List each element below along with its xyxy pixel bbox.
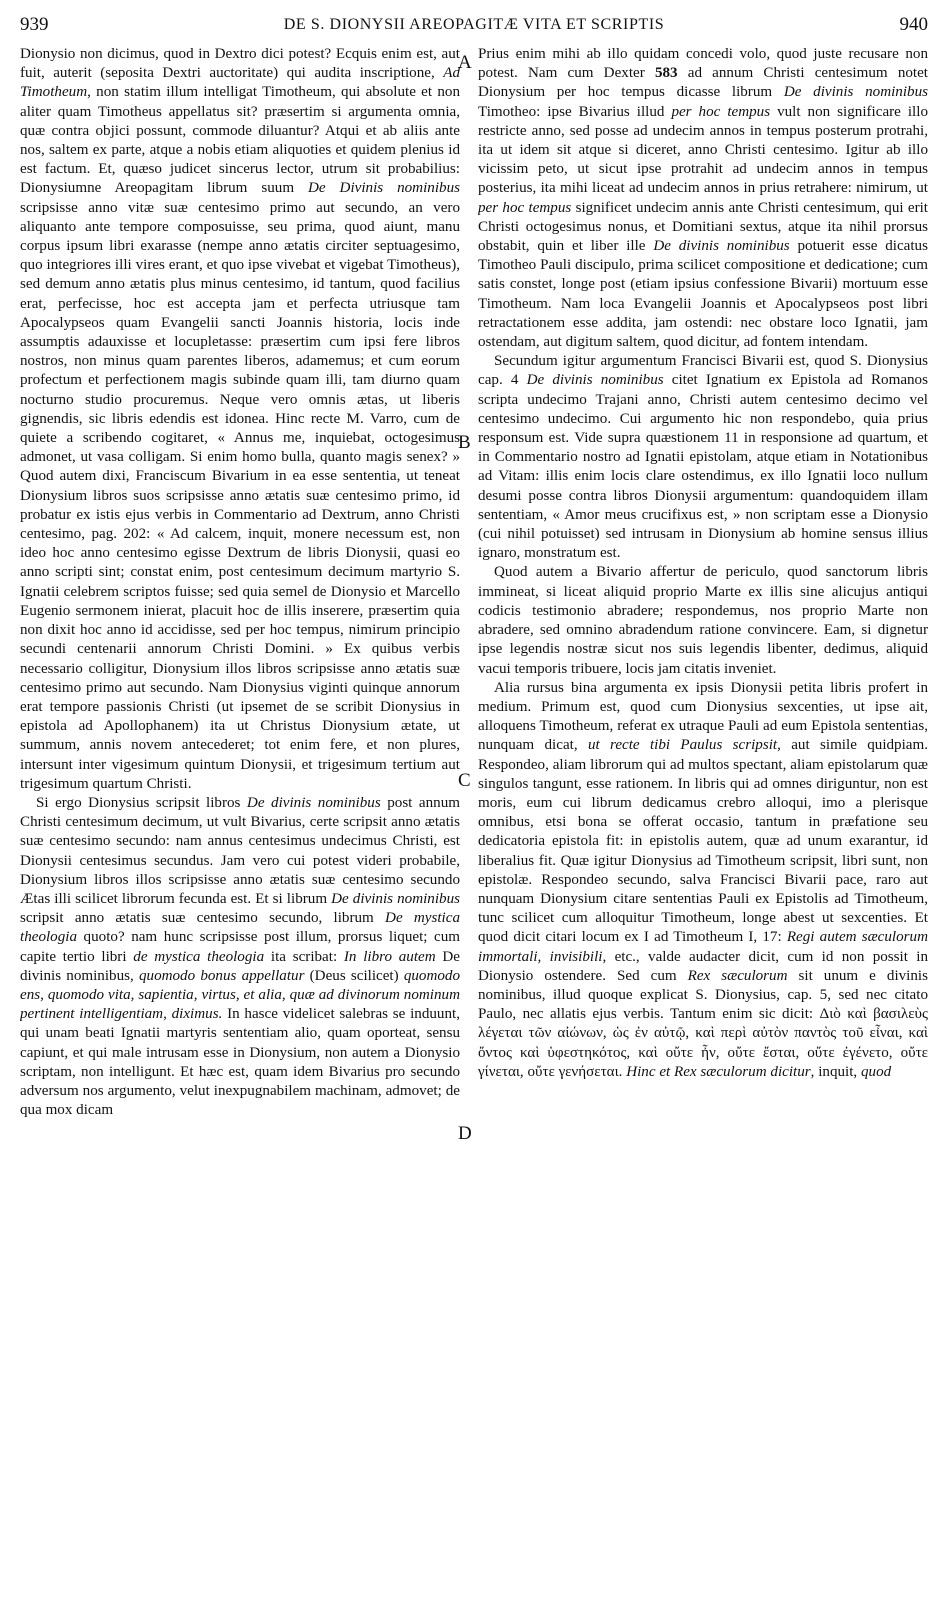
paragraph: Prius enim mihi ab illo quidam concedi volo, quod juste recusare non potest. Nam cum Dexter 583 ad annum Christi centesimum notet Dionysium per hoc tempus dicasse librum De divinis nominibus Timotheo: ipse Bivarius illud per hoc tempus vult non significare illo restricte anno, sed posse ad undecim annos in tempus posterum protrahi, ita ut idem sit atque si diceret, anno Christi centesimo. Igitur ab illo vicissim peto, ut sicut ipse protrahit ad undecim annos in tempus posterius, ita mihi liceat ad undecim annos in prius retrahere: nimirum, ut per hoc tempus significet undecim annis ante Christi centesimum, qui erit Christi octogesimus nonus, et Domitiani sextus, atque ita nihil prorsus obstabit, quin et liber ille De divinis nominibus potuerit esse dicatus Timotheo Pauli discipulo, prima scilicet compositione et dedicatione; cum satis constet, longe post (etiam ipsius confessione Bivarii) mortuum esse Timotheum. Nam loca Evangelii Joannis et Apocalypseos post libri retractationem esse addita, jam ostendi: nec obstare loco Ignatii, jam ostendam, aut digitum saltem, quod dicitur, ad fontem intendam. (478, 46, 928, 351)
left-column (20, 45, 460, 1585)
paragraph: Dionysio non dicimus, quod in Dextro dici potest? Ecquis enim est, aut fuit, auterit (seposita Dextri auctoritate) qui audita inscriptione, Ad Timotheum, non statim illum intelligat Timotheum, qui absolute et non aliter quam Timotheus appellatus sit? præsertim si argumenta omnia, quæ contra objici possunt, commode diluantur? Atqui et ab aliis ante nos, saltem ex parte, atque a nobis etiam aliquoties et quidem plenius id est factum. Et, quæso judicet sincerus lector, utrum sit probabilius: Dionysiumne Areopagitam librum suum De Divinis nominibus scripsisse anno vitæ suæ centesimo primo aut secundo, an vero aliquanto ante tempore composuisse, seu prima, quod aiunt, manu corpus ipsum libri exarasse (nempe anno ætatis circiter septuagesimo, quo integriores illi vires erant, et quo ipse vivebat et vigebat Timotheus), sed demum anno ætatis plus minus centesimo, id tantum, quod facilius erat, perfecisse, hoc est accepta jam et perfecta utriusque tam Apocalypseos quam Evangelii sancti Joannis historia, locis inde assumptis adauxisse et locupletasse: præsertim cum ipsi fere libros nostros, non minus quam parentes liberos, adamemus; et cum eorum profectum et perfectionem magis subinde quam illi, tam diurno quam nocturno studio procuremus. Neque vero omnis ætas, ut liberis gignendis, sic libris edendis est idonea. Hinc recte M. Varro, cum de quiete a scribendo cogitaret, « Annus me, inquiebat, octogesimus admonet, ut vasa colligam. Si enim homo bulla, quanto magis senex? » Quod autem dixi, Franciscum Bivarium in ea esse sententia, ut teneat Dionysium libros suos scripsisse anno ætatis suæ centesimo primo, id probatur ex istis ejus verbis in Commentario ad Dextrum, anno Christi centesimo, pag. 202: « Ad calcem, inquit, monere necessum est, non ideo hoc anno centesimo egisse Dextrum de libris Dionysii, quasi eo anno scripti sint; constat enim, post centesimum decimum martyrio S. Ignatii celebrem scriptos fuisse; sed quia semel de Dionysio et Marcello Eugenio sermonem inierat, placuit hoc de illis inserere, præsertim quia non dixit hoc anno id accidisse, sed per hoc tempus, nimirum principio secundi centenarii annorum Christi Domini. » Ex quibus verbis necessario colligitur, Dionysium illos libros scripsisse anno ætatis suæ centesimo primo aut secundo. Nam Dionysius viginti quinque annorum erat tempore passionis Christi (ut ipsemet de se scribit Dionysius in epistola ad Apollophanem) ita ut Christus Dionysium ætate, ut summum, annis novem antecederet; tot enim fere, et non plures, intersunt inter vigesimum quintum Dionysii, et trigesimum tertium aut trigesimum quartum Christi. (20, 46, 460, 792)
page-number-left: 939 (20, 14, 49, 35)
running-title: DE S. DIONYSII AREOPAGITÆ VITA ET SCRIPTIS (283, 16, 665, 33)
paragraph: Alia rursus bina argumenta ex ipsis Dionysii petita libris profert in medium. Primum est, quod cum Dionysius sexcenties, ut ipse ait, alloquens Timotheum, referat ex utraque Pauli ad eum Epistola sententias, nunquam dicat, ut recte tibi Paulus scripsit, aut simile quidpiam. Respondeo, aliam librorum qui ad multos spectant, aliam epistolarum quæ singulos tangunt, esse rationem. In libris qui ad omnes diriguntur, non est moris, eum cui librum dedicamus crebro alloqui, imo a plerisque omnibus, etsi bona se offerat occasio, tantum in præfatione seu dedicatoria epistola fit: in epistolis autem, quæ ad unum exarantur, id liberalius fit. Quæ igitur Dionysius ad Timotheum scripsit, libri sunt, non epistolæ. Respondeo secundo, salva Francisci Bivarii pace, raro aut nunquam Dionysium citare sententias Pauli ex Epistolis ad Timotheum, tunc scilicet cum alloquitur Timotheum, longe abest ut sexcenties. Et quod dicit citari locum ex I ad Timotheum I, 17: Regi autem sæculorum immortali, invisibili, etc., valde audacter dicit, cum id non possit in Dionysio ostendere. Sed cum Rex sæculorum sit unum e divinis nominibus, illud quoque explicat S. Dionysius, cap. 5, sed nec citato Paulo, nec allatis ejus verbis. Tantum enim sic dicit: Διὸ καὶ βασιλεὺς λέγεται τῶν αἰώνων, ὡς ἐν αὐτῷ, καὶ περὶ αὐτὸν παντὸς τοῦ εἶναι, καὶ ὄντος καὶ ὑφεστηκότος, καὶ οὔτε ἦν, οὔτε ἔσται, οὔτε ἐγένετο, οὔτε γίνεται, οὔτε γενήσεται. Hinc et Rex sæculorum dicitur, inquit, quod (478, 679, 928, 1080)
margin-marker-a: A (458, 52, 472, 73)
page-number-right: 940 (899, 14, 928, 35)
right-column (478, 45, 928, 1585)
margin-marker-c: C (458, 770, 471, 791)
margin-marker-d: D (458, 1123, 472, 1144)
margin-marker-b: B (458, 432, 471, 453)
running-header (20, 14, 928, 38)
paragraph: Si ergo Dionysius scripsit libros De divinis nominibus post annum Christi centesimum decimum, ut vult Bivarius, certe scripsit anno ætatis suæ centesimo secundo: nam annus centesimus undecimus Christi, est Dionysii centesimus secundus. Jam vero cui potest videri probabile, Dionysium libros illos scripsisse anno ætatis suæ centesimo secundo Ætas illi scilicet librorum fecunda est. Et si librum De divinis nominibus scripsit anno ætatis suæ centesimo secundo, librum De mystica theologia quoto? nam hunc scripsisse post illum, prorsus liquet; cum capite tertio libri de mystica theologia ita scribat: In libro autem De divinis nominibus, quomodo bonus appellatur (Deus scilicet) quomodo ens, quomodo vita, sapientia, virtus, et alia, quæ ad divinorum nominum pertinent intelligentiam, diximus. In hasce videlicet salebras se induunt, qui unam beati Ignatii martyris sententiam alio, quam oporteat, sensu capiunt, et qui male intrusam esse in Dionysium, non autem a Dionysio scriptam, non intelligunt. Et hæc est, quam idem Bivarius pro secundo adversum nos argumento, velut inexpugnabilem machinam, admovet; de qua mox dicam (20, 794, 460, 1119)
paragraph: Quod autem a Bivario affertur de periculo, quod sanctorum libris immineat, si liceat aliquid proprio Marte ex illis sine alicujus antiqui codicis testimonio abradere; respondemus, nos proprio Marte non abradere, sed omnino abradendum ratione convincere. Eam, si dignetur ipse legendis nostræ sicut nos suis legendis libenter, dedimus, aliquid vacui temporis tribuere, locis jam citatis inveniet. (478, 564, 928, 677)
paragraph: Secundum igitur argumentum Francisci Bivarii est, quod S. Dionysius cap. 4 De divinis nominibus citet Ignatium ex Epistola ad Romanos scripta undecimo Trajani anno, Christi autem centesimo decimo vel centesimo undecimo. Cui argumento hic non respondebo, quia prius responsum est. Vide supra quæstionem 11 in responsione ad quartum, et in Commentario nostro ad Ignatii epistolam, atque etiam in Notationibus ad Vitam: illis enim locis clare ostendimus, ex illo Ignatii loco nullum desumi posse contra libros Dionysii argumentum: quandoquidem illam sententiam, « Amor meus crucifixus est, » non scriptam esse a Dionysio (cui nihil potuisset) sed intrusam in Dionysium ab homine sensus illius ignaro, monstratum est. (478, 353, 928, 562)
